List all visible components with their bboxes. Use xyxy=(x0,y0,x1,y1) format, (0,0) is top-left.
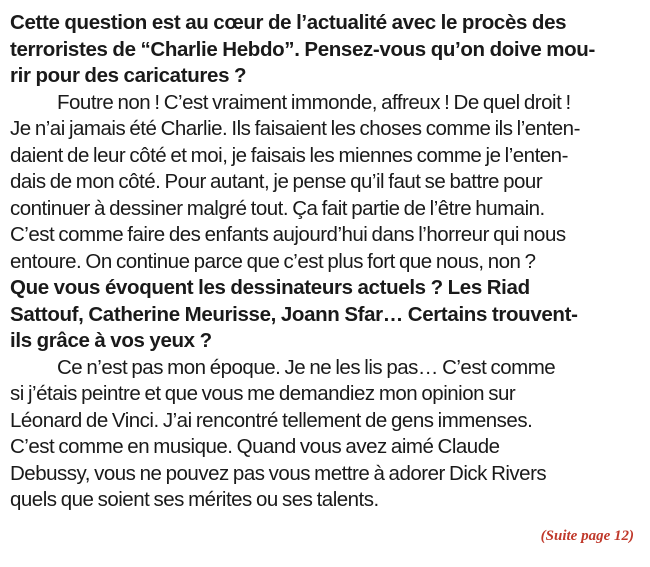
question-2-line: ils grâce à vos yeux ? xyxy=(10,329,212,352)
answer-2-line: si j’étais peintre et que vous me demandiez mon opinion sur xyxy=(10,382,516,405)
question-2-line: Que vous évoquent les dessinateurs actuels ? Les Riad xyxy=(10,276,530,299)
answer-1-line: continuer à dessiner malgré tout. Ça fait partie de l’être humain. xyxy=(10,196,545,220)
answer-2-line-first xyxy=(10,355,636,382)
answer-1 xyxy=(10,90,636,276)
answer-1-line: Je n’ai jamais été Charlie. Ils faisaient les choses comme ils l’enten- xyxy=(10,117,580,140)
answer-1-line: dais de mon côté. Pour autant, je pense qu’il faut se battre pour xyxy=(10,170,543,193)
continuation-note: (Suite page 12) xyxy=(540,528,634,544)
answer-2-line: Léonard de Vinci. J’ai rencontré tellement de gens immenses. xyxy=(10,408,533,432)
answer-2 xyxy=(10,355,636,514)
answer-1-line: daient de leur côté et moi, je faisais les miennes comme je l’enten- xyxy=(10,143,568,167)
question-1-line: Cette question est au cœur de l’actualité avec le procès des xyxy=(10,11,567,34)
answer-1-line: entoure. On continue parce que c’est plus fort que nous, non ? xyxy=(10,249,536,273)
answer-2-line: Debussy, vous ne pouvez pas vous mettre à adorer Dick Rivers xyxy=(10,461,547,485)
answer-1-line: C’est comme faire des enfants aujourd’hui dans l’horreur qui nous xyxy=(10,223,566,246)
answer-1-line: Foutre non ! C’est vraiment immonde, affreux ! De quel droit ! xyxy=(57,90,571,114)
question-2 xyxy=(10,275,636,355)
answer-1-line-first xyxy=(10,90,636,117)
answer-2-line: quels que soient ses mérites ou ses talents. xyxy=(10,488,379,511)
question-1 xyxy=(10,10,636,90)
answer-2-line: C’est comme en musique. Quand vous avez aimé Claude xyxy=(10,435,500,458)
question-1-line: terroristes de “Charlie Hebdo”. Pensez-vous qu’on doive mou- xyxy=(10,37,595,61)
question-1-line: rir pour des caricatures ? xyxy=(10,64,247,87)
question-2-line: Sattouf, Catherine Meurisse, Joann Sfar… Certains trouvent- xyxy=(10,302,578,326)
answer-2-line: Ce n’est pas mon époque. Je ne les lis pas… C’est comme xyxy=(57,355,556,379)
